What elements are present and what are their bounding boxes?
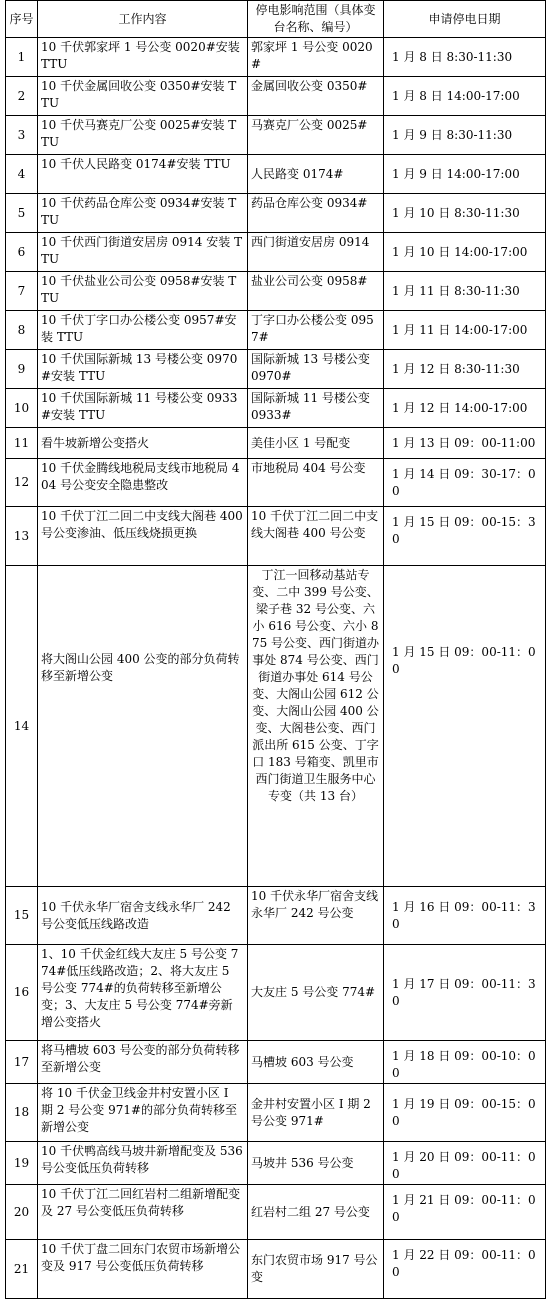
row-date: 1 月 20 日 09：00-11：00 xyxy=(384,1142,546,1185)
row-date: 1 月 21 日 09：00-11：00 xyxy=(384,1185,546,1240)
table-row xyxy=(6,507,546,566)
row-seq: 1 xyxy=(6,38,38,77)
row-work: 10 千伏丁字口办公楼公变 0957#安装 TTU xyxy=(38,311,248,350)
row-work: 10 千伏鸭高线马坡井新增配变及 536 号公变低压负荷转移 xyxy=(38,1142,248,1185)
row-seq: 19 xyxy=(6,1142,38,1185)
row-date: 1 月 10 日 8:30-11:30 xyxy=(384,194,546,233)
row-seq: 2 xyxy=(6,77,38,116)
row-scope: 盐业公司公变 0958# xyxy=(248,272,384,311)
table-row xyxy=(6,1185,546,1240)
row-date: 1 月 9 日 14:00-17:00 xyxy=(384,155,546,194)
row-seq: 14 xyxy=(6,566,38,887)
row-date: 1 月 9 日 8:30-11:30 xyxy=(384,116,546,155)
row-date: 1 月 10 日 14:00-17:00 xyxy=(384,233,546,272)
row-scope: 红岩村二组 27 号公变 xyxy=(248,1185,384,1240)
row-seq: 11 xyxy=(6,428,38,459)
table-row xyxy=(6,311,546,350)
table-row xyxy=(6,77,546,116)
row-scope: 药品仓库公变 0934# xyxy=(248,194,384,233)
row-work: 将 10 千伏金卫线金井村安置小区 I 期 2 号公变 971#的部分负荷转移至新增公变 xyxy=(38,1084,248,1142)
row-date: 1 月 12 日 8:30-11:30 xyxy=(384,350,546,389)
table-row xyxy=(6,1084,546,1142)
row-seq: 8 xyxy=(6,311,38,350)
row-work: 10 千伏国际新城 13 号楼公变 0970#安装 TTU xyxy=(38,350,248,389)
row-seq: 18 xyxy=(6,1084,38,1142)
table-row xyxy=(6,566,546,887)
outage-schedule-document xyxy=(5,0,546,1299)
row-scope: 丁字口办公楼公变 0957# xyxy=(248,311,384,350)
row-scope: 国际新城 11 号楼公变 0933# xyxy=(248,389,384,428)
row-work: 10 千伏永华厂宿舍支线永华厂 242 号公变低压线路改造 xyxy=(38,887,248,945)
row-date: 1 月 17 日 09：00-11：30 xyxy=(384,945,546,1041)
row-work: 10 千伏丁盘二回东门农贸市场新增公变及 917 号公变低压负荷转移 xyxy=(38,1240,248,1299)
row-work: 10 千伏金腾线地税局支线市地税局 404 号公变安全隐患整改 xyxy=(38,459,248,507)
table-row xyxy=(6,389,546,428)
row-scope: 市地税局 404 号公变 xyxy=(248,459,384,507)
table-row xyxy=(6,1041,546,1084)
row-work: 10 千伏药品仓库公变 0934#安装 TTU xyxy=(38,194,248,233)
row-seq: 20 xyxy=(6,1185,38,1240)
row-date: 1 月 11 日 14:00-17:00 xyxy=(384,311,546,350)
row-date: 1 月 19 日 09：00-15：00 xyxy=(384,1084,546,1142)
row-date: 1 月 15 日 09：00-11：00 xyxy=(384,566,546,887)
row-seq: 13 xyxy=(6,507,38,566)
row-date: 1 月 8 日 8:30-11:30 xyxy=(384,38,546,77)
header-work-content: 工作内容 xyxy=(38,1,248,38)
row-work: 10 千伏马赛克厂公变 0025#安装 TTU xyxy=(38,116,248,155)
row-seq: 5 xyxy=(6,194,38,233)
table-header-row xyxy=(6,1,546,38)
row-scope: 丁江一回移动基站专变、二中 399 号公变、梁子巷 32 号公变、六小 616 号公变、六小 875 号公变、西门街道办事处 874 号公变、西门街道办事处 614 号公变、大阁山公园 612 公变、大阁山公园 400 公变、大阁巷公变、西门派出所 615 公变、丁字口 183 号箱变、凯里市西门街道卫生服务中心专变（共 13 台） xyxy=(248,566,384,887)
row-date: 1 月 8 日 14:00-17:00 xyxy=(384,77,546,116)
row-work: 1、10 千伏金红线大友庄 5 号公变 774#低压线路改造；2、将大友庄 5 号公变 774#的负荷转移至新增公变；3、大友庄 5 号公变 774#旁新增公变搭火 xyxy=(38,945,248,1041)
table-row xyxy=(6,428,546,459)
table-row xyxy=(6,945,546,1041)
table-row xyxy=(6,272,546,311)
row-seq: 17 xyxy=(6,1041,38,1084)
row-date: 1 月 13 日 09：00-11:00 xyxy=(384,428,546,459)
table-row xyxy=(6,233,546,272)
row-seq: 16 xyxy=(6,945,38,1041)
row-scope: 马槽坡 603 号公变 xyxy=(248,1041,384,1084)
table-row xyxy=(6,887,546,945)
table-row xyxy=(6,459,546,507)
row-seq: 7 xyxy=(6,272,38,311)
row-seq: 10 xyxy=(6,389,38,428)
row-scope: 10 千伏永华厂宿舍支线永华厂 242 号公变 xyxy=(248,887,384,945)
row-seq: 3 xyxy=(6,116,38,155)
row-scope: 美佳小区 1 号配变 xyxy=(248,428,384,459)
row-work: 10 千伏郭家坪 1 号公变 0020#安装 TTU xyxy=(38,38,248,77)
row-scope: 金属回收公变 0350# xyxy=(248,77,384,116)
row-seq: 15 xyxy=(6,887,38,945)
table-row xyxy=(6,155,546,194)
header-outage-date: 申请停电日期 xyxy=(384,1,546,38)
row-scope: 东门农贸市场 917 号公变 xyxy=(248,1240,384,1299)
table-row xyxy=(6,1240,546,1299)
row-scope: 马坡井 536 号公变 xyxy=(248,1142,384,1185)
row-work: 10 千伏西门街道安居房 0914 安装 TTU xyxy=(38,233,248,272)
table-row xyxy=(6,194,546,233)
row-scope: 大友庄 5 号公变 774# xyxy=(248,945,384,1041)
row-work: 10 千伏国际新城 11 号楼公变 0933#安装 TTU xyxy=(38,389,248,428)
row-work: 10 千伏丁江二回二中支线大阁巷 400 号公变渗油、低压线烧损更换 xyxy=(38,507,248,566)
row-work: 10 千伏人民路变 0174#安装 TTU xyxy=(38,155,248,194)
header-seq: 序号 xyxy=(6,1,38,38)
row-date: 1 月 15 日 09：00-15：30 xyxy=(384,507,546,566)
row-scope: 马赛克厂公变 0025# xyxy=(248,116,384,155)
row-scope: 金井村安置小区 I 期 2 号公变 971# xyxy=(248,1084,384,1142)
row-scope: 国际新城 13 号楼公变 0970# xyxy=(248,350,384,389)
row-scope: 10 千伏丁江二回二中支线大阁巷 400 号公变 xyxy=(248,507,384,566)
outage-schedule-table xyxy=(5,0,546,1299)
row-work: 将大阁山公园 400 公变的部分负荷转移至新增公变 xyxy=(38,566,248,887)
row-date: 1 月 18 日 09：00-10：00 xyxy=(384,1041,546,1084)
header-outage-scope: 停电影响范围（具体变台名称、编号） xyxy=(248,1,384,38)
row-scope: 西门街道安居房 0914 xyxy=(248,233,384,272)
table-row xyxy=(6,350,546,389)
row-date: 1 月 14 日 09：30-17：00 xyxy=(384,459,546,507)
row-work: 10 千伏丁江二回红岩村二组新增配变及 27 号公变低压负荷转移 xyxy=(38,1185,248,1240)
row-seq: 9 xyxy=(6,350,38,389)
row-work: 10 千伏金属回收公变 0350#安装 TTU xyxy=(38,77,248,116)
row-seq: 21 xyxy=(6,1240,38,1299)
row-work: 将马槽坡 603 号公变的部分负荷转移至新增公变 xyxy=(38,1041,248,1084)
row-scope: 郭家坪 1 号公变 0020# xyxy=(248,38,384,77)
row-seq: 4 xyxy=(6,155,38,194)
row-date: 1 月 16 日 09：00-11：30 xyxy=(384,887,546,945)
row-scope: 人民路变 0174# xyxy=(248,155,384,194)
row-date: 1 月 22 日 09：00-11：00 xyxy=(384,1240,546,1299)
row-work: 10 千伏盐业公司公变 0958#安装 TTU xyxy=(38,272,248,311)
table-row xyxy=(6,116,546,155)
row-work: 看牛坡新增公变搭火 xyxy=(38,428,248,459)
table-row xyxy=(6,38,546,77)
row-date: 1 月 12 日 14:00-17:00 xyxy=(384,389,546,428)
row-date: 1 月 11 日 8:30-11:30 xyxy=(384,272,546,311)
row-seq: 12 xyxy=(6,459,38,507)
row-seq: 6 xyxy=(6,233,38,272)
table-row xyxy=(6,1142,546,1185)
